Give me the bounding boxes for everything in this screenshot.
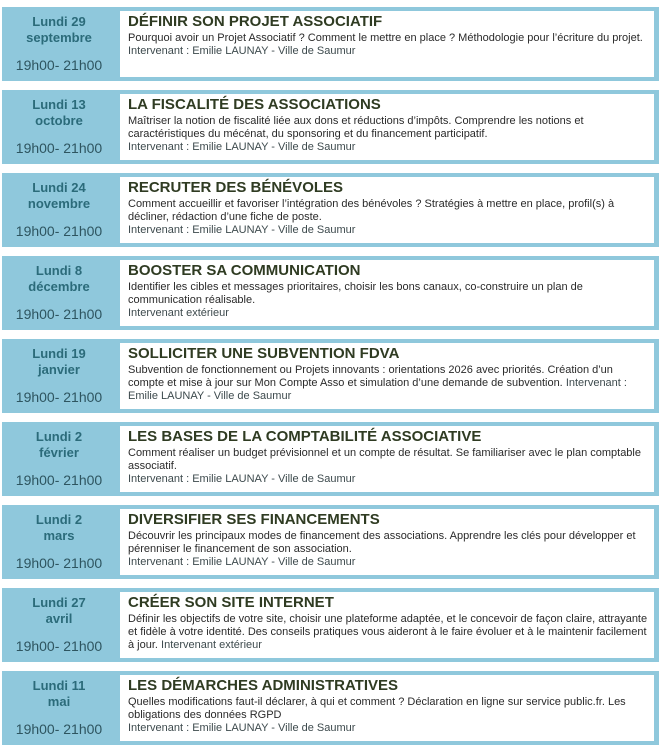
session-day: Lundi 8 décembre (28, 263, 90, 294)
session-title: LES BASES DE LA COMPTABILITÉ ASSOCIATIVE (128, 428, 482, 445)
session-day: Lundi 11 mai (32, 678, 86, 709)
session-day: Lundi 13 octobre (32, 97, 86, 128)
session-date (2, 588, 116, 662)
session-details (128, 115, 648, 154)
session-speaker: Intervenant : Emilie LAUNAY - Ville de Saumur (128, 224, 356, 236)
session-card (120, 177, 654, 243)
session-speaker: Intervenant : Emilie LAUNAY - Ville de Saumur (128, 45, 356, 57)
session-time: 19h00- 21h00 (15, 721, 103, 737)
session-time: 19h00- 21h00 (15, 57, 103, 73)
session-day: Lundi 27 avril (32, 595, 86, 626)
session-description: Comment accueillir et favoriser l’intégration des bénévoles ? Stratégies à mettre en place, profil(s) à décliner, rédaction d’une fiche de poste. (128, 198, 615, 223)
session-card (120, 675, 654, 741)
session-description: Définir les objectifs de votre site, choisir une plateforme adaptée, et le concevoir de façon claire, attrayante et fidèle à votre identité. Des conseils pratiques vous aideront à le faire évoluer et à le maintenir facilement à jour. (128, 613, 648, 651)
session-details (128, 530, 648, 569)
session-speaker: Intervenant : Emilie LAUNAY - Ville de Saumur (128, 556, 356, 568)
session-speaker: Intervenant : Emilie LAUNAY - Ville de Saumur (128, 722, 356, 734)
session-time: 19h00- 21h00 (15, 140, 103, 156)
session-date (2, 256, 116, 330)
session-time: 19h00- 21h00 (15, 555, 103, 571)
session-day: Lundi 24 novembre (27, 180, 91, 211)
session-speaker: Intervenant : Emilie LAUNAY - Ville de Saumur (128, 377, 627, 402)
session-day: Lundi 19 janvier (32, 346, 86, 377)
session-title: LA FISCALITÉ DES ASSOCIATIONS (128, 96, 381, 113)
session-description: Maîtriser la notion de fiscalité liée aux dons et réductions d’impôts. Comprendre les notions et caractéristiques du mécénat, du sponsoring et du financement participatif. (128, 115, 584, 140)
session-title: DIVERSIFIER SES FINANCEMENTS (128, 511, 380, 528)
session-details (128, 32, 648, 58)
session-day: Lundi 29 septembre (26, 14, 92, 45)
session-title: SOLLICITER UNE SUBVENTION FDVA (128, 345, 400, 362)
session-card (120, 11, 654, 77)
session-date (2, 90, 116, 164)
session-details (128, 281, 648, 320)
session-date (2, 505, 116, 579)
session-time: 19h00- 21h00 (15, 472, 103, 488)
session-details (128, 613, 648, 652)
session-title: RECRUTER DES BÉNÉVOLES (128, 179, 344, 196)
session-details (128, 447, 648, 486)
session-description: Quelles modifications faut-il déclarer, à qui et comment ? Déclaration en ligne sur service public.fr. Les obligations des données RGPD (128, 696, 626, 721)
session-description: Identifier les cibles et messages prioritaires, choisir les bons canaux, co-construire un plan de communication réalisable. (128, 281, 583, 306)
session-title: BOOSTER SA COMMUNICATION (128, 262, 361, 279)
session-row (2, 7, 659, 81)
session-speaker: Intervenant extérieur (128, 307, 229, 319)
session-row (2, 173, 659, 247)
session-title: LES DÉMARCHES ADMINISTRATIVES (128, 677, 399, 694)
session-details (128, 364, 648, 403)
session-card (120, 509, 654, 575)
session-card (120, 260, 654, 326)
session-card (120, 592, 654, 658)
session-row (2, 256, 659, 330)
session-description: Découvrir les principaux modes de financement des associations. Apprendre les clés pour développer et pérenniser le financement de son association. (128, 530, 636, 555)
session-title: DÉFINIR SON PROJET ASSOCIATIF (128, 13, 383, 30)
session-time: 19h00- 21h00 (15, 223, 103, 239)
session-date (2, 671, 116, 745)
session-row (2, 505, 659, 579)
session-time: 19h00- 21h00 (15, 389, 103, 405)
session-date (2, 422, 116, 496)
session-date (2, 339, 116, 413)
session-title: CRÉER SON SITE INTERNET (128, 594, 334, 611)
session-date (2, 7, 116, 81)
session-row (2, 90, 659, 164)
session-speaker: Intervenant : Emilie LAUNAY - Ville de Saumur (128, 473, 356, 485)
session-speaker: Intervenant : Emilie LAUNAY - Ville de Saumur (128, 141, 356, 153)
session-description: Comment réaliser un budget prévisionnel et un compte de résultat. Se familiariser avec le plan comptable associatif. (128, 447, 641, 472)
session-description: Subvention de fonctionnement ou Projets innovants : orientations 2026 avec priorités. Création d’un compte et mise à jour sur Mon Compte Asso et simulation d’une demande de subvention. (128, 364, 613, 389)
session-day: Lundi 2 mars (35, 512, 83, 543)
session-card (120, 426, 654, 492)
session-description: Pourquoi avoir un Projet Associatif ? Comment le mettre en place ? Méthodologie pour l’écriture du projet. (128, 32, 643, 44)
session-time: 19h00- 21h00 (15, 638, 103, 654)
session-card (120, 343, 654, 409)
session-day: Lundi 2 février (35, 429, 83, 460)
session-card (120, 94, 654, 160)
session-details (128, 696, 648, 735)
session-row (2, 671, 659, 745)
session-details (128, 198, 648, 237)
session-time: 19h00- 21h00 (15, 306, 103, 322)
session-date (2, 173, 116, 247)
session-row (2, 422, 659, 496)
session-row (2, 339, 659, 413)
session-speaker: Intervenant extérieur (161, 639, 262, 651)
session-row (2, 588, 659, 662)
